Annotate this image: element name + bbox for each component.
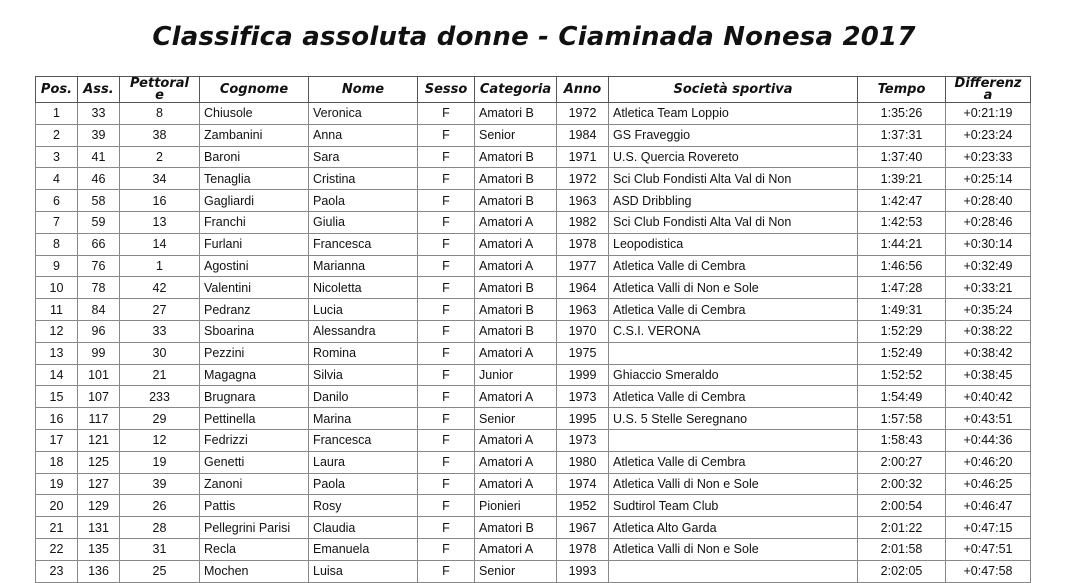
table-cell: Magagna <box>200 364 309 386</box>
table-cell: 16 <box>120 190 200 212</box>
table-cell: 76 <box>78 255 120 277</box>
table-cell: 1:52:29 <box>858 320 946 342</box>
table-cell: 27 <box>120 299 200 321</box>
table-cell: 33 <box>78 103 120 125</box>
table-cell: Sboarina <box>200 320 309 342</box>
table-cell: 1978 <box>557 538 609 560</box>
table-cell: +0:21:19 <box>946 103 1031 125</box>
table-cell: 1972 <box>557 103 609 125</box>
table-cell: Recla <box>200 538 309 560</box>
column-header: Società sportiva <box>609 77 858 103</box>
table-cell: +0:46:47 <box>946 495 1031 517</box>
table-cell: 1977 <box>557 255 609 277</box>
table-cell: F <box>418 342 475 364</box>
table-row <box>36 211 1031 233</box>
table-cell: Franchi <box>200 211 309 233</box>
table-row <box>36 408 1031 430</box>
table-cell: 4 <box>36 168 78 190</box>
table-cell: Atletica Alto Garda <box>609 517 858 539</box>
table-cell: 107 <box>78 386 120 408</box>
table-cell: 127 <box>78 473 120 495</box>
table-cell: 30 <box>120 342 200 364</box>
table-cell: 1999 <box>557 364 609 386</box>
table-cell: Brugnara <box>200 386 309 408</box>
table-row <box>36 190 1031 212</box>
table-cell: 3 <box>36 146 78 168</box>
table-cell: 1993 <box>557 560 609 582</box>
table-cell: Paola <box>309 190 418 212</box>
table-cell: Amatori A <box>475 429 557 451</box>
table-cell: Atletica Valli di Non e Sole <box>609 538 858 560</box>
table-cell: 1:35:26 <box>858 103 946 125</box>
table-cell: 58 <box>78 190 120 212</box>
table-row <box>36 233 1031 255</box>
table-cell: 15 <box>36 386 78 408</box>
table-cell: 1 <box>120 255 200 277</box>
column-header: Ass. <box>78 77 120 103</box>
table-cell: Gagliardi <box>200 190 309 212</box>
table-row <box>36 124 1031 146</box>
table-cell: Mochen <box>200 560 309 582</box>
table-cell: Marina <box>309 408 418 430</box>
table-cell: Sara <box>309 146 418 168</box>
table-cell: 1975 <box>557 342 609 364</box>
table-cell: U.S. Quercia Rovereto <box>609 146 858 168</box>
table-cell <box>609 342 858 364</box>
table-cell: 29 <box>120 408 200 430</box>
table-cell: Amatori A <box>475 211 557 233</box>
column-header: Differenz a <box>946 77 1031 103</box>
table-body <box>36 103 1031 583</box>
table-cell: F <box>418 190 475 212</box>
table-cell: 84 <box>78 299 120 321</box>
table-cell: GS Fraveggio <box>609 124 858 146</box>
table-cell <box>609 560 858 582</box>
table-cell: F <box>418 168 475 190</box>
table-cell: 12 <box>36 320 78 342</box>
table-cell: 1 <box>36 103 78 125</box>
table-cell: Junior <box>475 364 557 386</box>
table-cell: U.S. 5 Stelle Seregnano <box>609 408 858 430</box>
table-cell: Lucia <box>309 299 418 321</box>
table-cell: +0:43:51 <box>946 408 1031 430</box>
table-cell: F <box>418 473 475 495</box>
table-cell: 1982 <box>557 211 609 233</box>
table-cell: Valentini <box>200 277 309 299</box>
table-cell: 233 <box>120 386 200 408</box>
table-cell: 18 <box>36 451 78 473</box>
table-cell: Tenaglia <box>200 168 309 190</box>
table-cell: Rosy <box>309 495 418 517</box>
table-cell: 39 <box>120 473 200 495</box>
table-cell: 1:52:49 <box>858 342 946 364</box>
table-cell: 39 <box>78 124 120 146</box>
table-cell: 42 <box>120 277 200 299</box>
table-cell: Francesca <box>309 429 418 451</box>
table-cell: F <box>418 299 475 321</box>
table-cell: Senior <box>475 408 557 430</box>
table-cell: 131 <box>78 517 120 539</box>
table-cell: Zanoni <box>200 473 309 495</box>
table-cell: Amatori B <box>475 103 557 125</box>
table-cell: Senior <box>475 124 557 146</box>
table-cell: 23 <box>36 560 78 582</box>
table-cell: +0:47:51 <box>946 538 1031 560</box>
table-cell: Sci Club Fondisti Alta Val di Non <box>609 168 858 190</box>
table-cell: 19 <box>36 473 78 495</box>
table-cell: 1974 <box>557 473 609 495</box>
table-cell: 1973 <box>557 429 609 451</box>
table-cell: 21 <box>120 364 200 386</box>
table-row <box>36 495 1031 517</box>
table-cell: 13 <box>120 211 200 233</box>
table-row <box>36 429 1031 451</box>
table-cell: +0:28:40 <box>946 190 1031 212</box>
table-cell: Pellegrini Parisi <box>200 517 309 539</box>
table-row <box>36 364 1031 386</box>
table-row <box>36 299 1031 321</box>
table-cell: 1:47:28 <box>858 277 946 299</box>
table-cell: +0:44:36 <box>946 429 1031 451</box>
header-row <box>36 77 1031 103</box>
table-row <box>36 146 1031 168</box>
table-cell: F <box>418 211 475 233</box>
table-cell: Chiusole <box>200 103 309 125</box>
table-cell: 1:54:49 <box>858 386 946 408</box>
table-cell: 99 <box>78 342 120 364</box>
table-cell: +0:38:45 <box>946 364 1031 386</box>
results-table <box>35 76 1031 583</box>
table-cell: 1:46:56 <box>858 255 946 277</box>
table-cell: 1952 <box>557 495 609 517</box>
table-cell: 22 <box>36 538 78 560</box>
table-cell: 1:57:58 <box>858 408 946 430</box>
table-row <box>36 517 1031 539</box>
table-cell: Pettinella <box>200 408 309 430</box>
table-cell <box>609 429 858 451</box>
column-header: Sesso <box>418 77 475 103</box>
table-cell: 1973 <box>557 386 609 408</box>
table-cell: 12 <box>120 429 200 451</box>
table-row <box>36 320 1031 342</box>
column-header: Pos. <box>36 77 78 103</box>
table-cell: Pionieri <box>475 495 557 517</box>
table-cell: Marianna <box>309 255 418 277</box>
table-cell: +0:46:25 <box>946 473 1031 495</box>
table-cell: 14 <box>120 233 200 255</box>
table-cell: 129 <box>78 495 120 517</box>
table-cell: Pedranz <box>200 299 309 321</box>
table-cell: +0:47:58 <box>946 560 1031 582</box>
table-cell: 2:00:32 <box>858 473 946 495</box>
table-cell: Sudtirol Team Club <box>609 495 858 517</box>
table-cell: Atletica Team Loppio <box>609 103 858 125</box>
table-cell: Amatori A <box>475 342 557 364</box>
table-cell: Amatori B <box>475 146 557 168</box>
table-cell: 2:01:22 <box>858 517 946 539</box>
table-cell: Emanuela <box>309 538 418 560</box>
table-cell: +0:25:14 <box>946 168 1031 190</box>
table-cell: Pezzini <box>200 342 309 364</box>
table-cell: 13 <box>36 342 78 364</box>
column-header: Nome <box>309 77 418 103</box>
table-cell: Atletica Valle di Cembra <box>609 299 858 321</box>
table-cell: 20 <box>36 495 78 517</box>
column-header: Pettoral e <box>120 77 200 103</box>
table-cell: Amatori B <box>475 277 557 299</box>
table-cell: 28 <box>120 517 200 539</box>
table-cell: 2:00:27 <box>858 451 946 473</box>
table-cell: Amatori A <box>475 538 557 560</box>
table-cell: Amatori B <box>475 168 557 190</box>
table-cell: F <box>418 146 475 168</box>
table-cell: Claudia <box>309 517 418 539</box>
table-row <box>36 168 1031 190</box>
table-cell: 1963 <box>557 299 609 321</box>
table-cell: 46 <box>78 168 120 190</box>
table-cell: 1:42:53 <box>858 211 946 233</box>
table-row <box>36 255 1031 277</box>
table-row <box>36 451 1031 473</box>
table-cell: F <box>418 233 475 255</box>
table-cell: +0:32:49 <box>946 255 1031 277</box>
table-cell: F <box>418 560 475 582</box>
table-cell: 1964 <box>557 277 609 299</box>
table-cell: 1970 <box>557 320 609 342</box>
table-cell: Luisa <box>309 560 418 582</box>
table-row <box>36 560 1031 582</box>
table-cell: Amatori A <box>475 473 557 495</box>
table-cell: Pattis <box>200 495 309 517</box>
table-cell: 101 <box>78 364 120 386</box>
table-cell: Anna <box>309 124 418 146</box>
table-cell: Francesca <box>309 233 418 255</box>
table-cell: 2 <box>36 124 78 146</box>
table-cell: F <box>418 124 475 146</box>
table-cell: 16 <box>36 408 78 430</box>
table-cell: 1:39:21 <box>858 168 946 190</box>
table-cell: 1980 <box>557 451 609 473</box>
table-header <box>36 77 1031 103</box>
table-cell: 19 <box>120 451 200 473</box>
table-cell: +0:46:20 <box>946 451 1031 473</box>
table-cell: 66 <box>78 233 120 255</box>
table-cell: 1972 <box>557 168 609 190</box>
table-cell: Amatori B <box>475 320 557 342</box>
table-cell: Atletica Valle di Cembra <box>609 255 858 277</box>
table-cell: 1978 <box>557 233 609 255</box>
table-cell: +0:38:42 <box>946 342 1031 364</box>
table-row <box>36 103 1031 125</box>
table-cell: Paola <box>309 473 418 495</box>
table-cell: C.S.I. VERONA <box>609 320 858 342</box>
table-cell: Furlani <box>200 233 309 255</box>
table-cell: 9 <box>36 255 78 277</box>
table-cell: F <box>418 277 475 299</box>
table-cell: Atletica Valle di Cembra <box>609 451 858 473</box>
table-cell: ASD Dribbling <box>609 190 858 212</box>
table-cell: Giulia <box>309 211 418 233</box>
table-cell: Genetti <box>200 451 309 473</box>
table-cell: 21 <box>36 517 78 539</box>
table-cell: Amatori B <box>475 517 557 539</box>
page-title: Classifica assoluta donne - Ciaminada Nonesa 2017 <box>152 22 916 52</box>
table-cell: 59 <box>78 211 120 233</box>
table-cell: +0:23:33 <box>946 146 1031 168</box>
table-cell: Amatori A <box>475 255 557 277</box>
table-cell: F <box>418 103 475 125</box>
table-cell: 8 <box>120 103 200 125</box>
table-cell: +0:40:42 <box>946 386 1031 408</box>
table-cell: 10 <box>36 277 78 299</box>
table-cell: 11 <box>36 299 78 321</box>
table-cell: 78 <box>78 277 120 299</box>
column-header: Categoria <box>475 77 557 103</box>
table-cell: 136 <box>78 560 120 582</box>
table-cell: F <box>418 538 475 560</box>
table-cell: 1:37:31 <box>858 124 946 146</box>
table-cell: 121 <box>78 429 120 451</box>
table-cell: 1963 <box>557 190 609 212</box>
table-cell: Alessandra <box>309 320 418 342</box>
table-cell: Agostini <box>200 255 309 277</box>
table-cell: Amatori B <box>475 190 557 212</box>
table-cell: 38 <box>120 124 200 146</box>
table-cell: Danilo <box>309 386 418 408</box>
table-cell: 2:02:05 <box>858 560 946 582</box>
table-cell: Sci Club Fondisti Alta Val di Non <box>609 211 858 233</box>
table-cell: +0:35:24 <box>946 299 1031 321</box>
table-cell: Baroni <box>200 146 309 168</box>
table-cell: 1995 <box>557 408 609 430</box>
table-cell: 135 <box>78 538 120 560</box>
table-row <box>36 538 1031 560</box>
table-cell: F <box>418 429 475 451</box>
table-cell: Atletica Valli di Non e Sole <box>609 277 858 299</box>
table-cell: F <box>418 320 475 342</box>
table-cell: Fedrizzi <box>200 429 309 451</box>
table-cell: 1:52:52 <box>858 364 946 386</box>
table-cell: 31 <box>120 538 200 560</box>
table-cell: 1:42:47 <box>858 190 946 212</box>
table-cell: 14 <box>36 364 78 386</box>
table-cell: F <box>418 517 475 539</box>
table-cell: 34 <box>120 168 200 190</box>
table-cell: +0:38:22 <box>946 320 1031 342</box>
table-cell: Cristina <box>309 168 418 190</box>
table-cell: F <box>418 255 475 277</box>
table-cell: 1:58:43 <box>858 429 946 451</box>
table-cell: Veronica <box>309 103 418 125</box>
table-cell: Amatori A <box>475 233 557 255</box>
table-cell: 6 <box>36 190 78 212</box>
column-header: Cognome <box>200 77 309 103</box>
table-cell: 1:44:21 <box>858 233 946 255</box>
table-cell: Ghiaccio Smeraldo <box>609 364 858 386</box>
table-cell: +0:23:24 <box>946 124 1031 146</box>
table-cell: 1:49:31 <box>858 299 946 321</box>
table-cell: Zambanini <box>200 124 309 146</box>
table-cell: 41 <box>78 146 120 168</box>
table-cell: F <box>418 451 475 473</box>
table-cell: +0:33:21 <box>946 277 1031 299</box>
table-cell: Silvia <box>309 364 418 386</box>
table-row <box>36 342 1031 364</box>
table-cell: +0:30:14 <box>946 233 1031 255</box>
table-cell: 117 <box>78 408 120 430</box>
table-cell: Amatori A <box>475 386 557 408</box>
table-cell: +0:28:46 <box>946 211 1031 233</box>
table-row <box>36 473 1031 495</box>
table-cell: F <box>418 386 475 408</box>
table-cell: Atletica Valle di Cembra <box>609 386 858 408</box>
table-cell: 1971 <box>557 146 609 168</box>
table-cell: Romina <box>309 342 418 364</box>
table-row <box>36 386 1031 408</box>
table-cell: 1967 <box>557 517 609 539</box>
table-cell: Nicoletta <box>309 277 418 299</box>
table-cell: F <box>418 408 475 430</box>
table-row <box>36 277 1031 299</box>
table-cell: 8 <box>36 233 78 255</box>
table-cell: Atletica Valli di Non e Sole <box>609 473 858 495</box>
table-cell: Senior <box>475 560 557 582</box>
table-cell: Leopodistica <box>609 233 858 255</box>
table-cell: Amatori B <box>475 299 557 321</box>
table-cell: F <box>418 364 475 386</box>
table-cell: 1984 <box>557 124 609 146</box>
table-cell: 7 <box>36 211 78 233</box>
column-header: Anno <box>557 77 609 103</box>
table-cell: 33 <box>120 320 200 342</box>
column-header: Tempo <box>858 77 946 103</box>
table-cell: 1:37:40 <box>858 146 946 168</box>
table-cell: 26 <box>120 495 200 517</box>
table-cell: Laura <box>309 451 418 473</box>
table-cell: 125 <box>78 451 120 473</box>
table-cell: 2 <box>120 146 200 168</box>
table-cell: Amatori A <box>475 451 557 473</box>
table-cell: 2:00:54 <box>858 495 946 517</box>
table-cell: 96 <box>78 320 120 342</box>
table-cell: +0:47:15 <box>946 517 1031 539</box>
table-cell: F <box>418 495 475 517</box>
table-cell: 2:01:58 <box>858 538 946 560</box>
table-cell: 25 <box>120 560 200 582</box>
table-cell: 17 <box>36 429 78 451</box>
